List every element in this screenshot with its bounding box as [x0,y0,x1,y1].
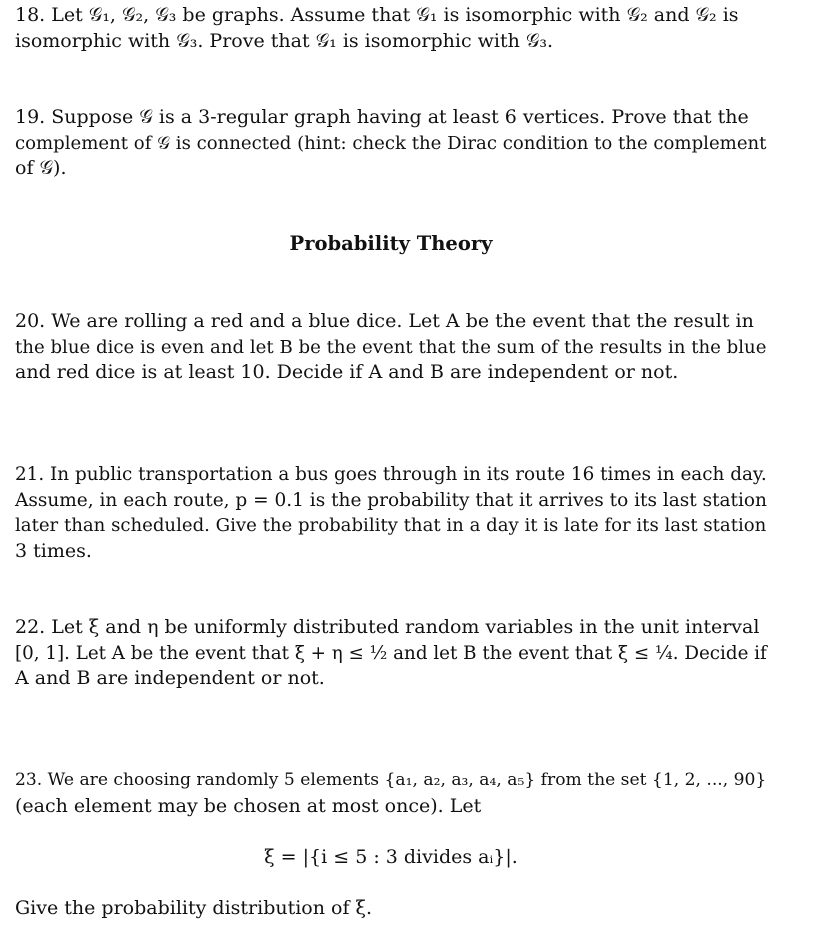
problem-line: and red dice is at least 10. Decide if A and B are independent or not. [15,361,679,383]
display-formula: ξ = |{i ≤ 5 : 3 divides aᵢ}|. [264,846,518,868]
problem-line: isomorphic with 𝒢₃. Prove that 𝒢₁ is isomorphic with 𝒢₃. [15,29,554,52]
problem-line: A and B are independent or not. [15,667,325,689]
problem-line: 21. In public transportation a bus goes through in its route 16 times in each day. [15,464,767,485]
problem-line: 23. We are choosing randomly 5 elements {a₁, a₂, a₃, a₄, a₅} from the set {1, 2, ..., 90} [15,770,767,790]
problem-22 [15,615,767,692]
problem-20 [15,309,767,386]
problem-line: (each element may be chosen at most once). Let [15,794,482,817]
problem-line: the blue dice is even and let B be the event that the sum of the results in the blue [15,336,767,358]
problem-line: 3 times. [15,539,92,562]
problem-23 [15,768,767,819]
problem-line: complement of 𝒢 is connected (hint: check the Dirac condition to the complement [15,132,767,154]
problem-line: 19. Suppose 𝒢 is a 3-regular graph having at least 6 vertices. Prove that the [15,106,749,128]
section-heading: Probability Theory [289,232,493,255]
problem-line: of 𝒢). [15,157,67,179]
problem-line: Assume, in each route, p = 0.1 is the probability that it arrives to its last station [15,489,767,511]
problem-line: 22. Let ξ and η be uniformly distributed random variables in the unit interval [15,616,760,638]
problem-21 [15,462,767,564]
problem-19 [15,105,767,182]
problem-line: 18. Let 𝒢₁, 𝒢₂, 𝒢₃ be graphs. Assume that 𝒢₁ is isomorphic with 𝒢₂ and 𝒢₂ is [15,4,739,26]
problem-line: [0, 1]. Let A be the event that ξ + η ≤ ½ and let B the event that ξ ≤ ¼. Decide if [15,642,767,664]
problem-18 [15,3,767,54]
problem-line: later than scheduled. Give the probability that in a day it is late for its last station [15,515,767,536]
problem-line: 20. We are rolling a red and a blue dice. Let A be the event that the result in [15,310,754,332]
problem-23-closing: Give the probability distribution of ξ. [15,897,373,919]
